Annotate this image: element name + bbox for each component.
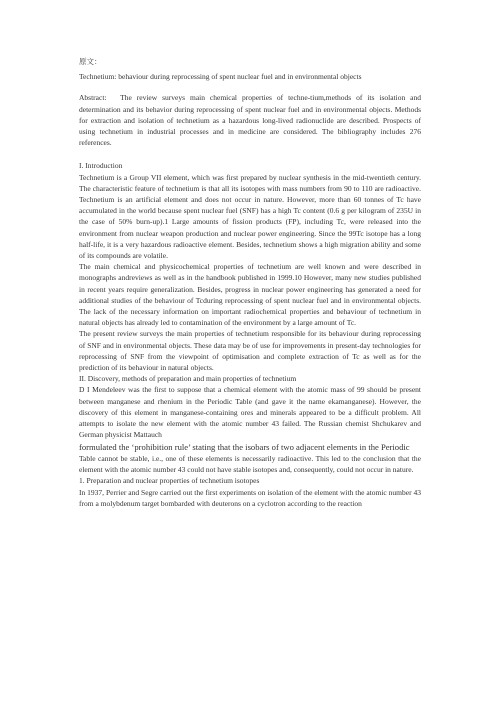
section-heading-discovery: II. Discovery, methods of preparation and main properties of technetium	[79, 374, 297, 384]
body-paragraph: Technetium is a Group VII element, which was first prepared by nuclear synthesis in the mid-twentieth century. The characteristic feature of technetium is that all its isotopes with mass numbers from 90 to 110 are radioactive. Technetium is an artificial element and does not occur in nature. However, more than 60 tonnes of Tc have accumulated in the world because spent nuclear fuel (SNF) has a high Tc content (0.6 g per kilogram of 235U in the case of 50% burn-up).1 Large amounts of fission products (FP), including Tc, were released into the environment from nuclear weapon production and nuclear power engineering. Since the 99Tc isotope has a long half-life, it is a very hazardous radioactive element. Besides, technetium shows a high migration ability and some of its compounds are volatile.	[79, 172, 421, 261]
body-paragraph: D I Mendeleev was the first to suppose that a chemical element with the atomic mass of 99 should be present between manganese and rhenium in the Periodic Table (and gave it the name ekamanganese). However, the discovery of this element in manganese-containing ores and minerals appeared to be a difficult problem. All attempts to isolate the new element with the atomic number 43 failed. The Russian chemist Shchukarev and German physicist Mattauch	[79, 385, 421, 440]
document-content	[79, 56, 421, 509]
document-title: Technetium: behaviour during reprocessing of spent nuclear fuel and in environmental objects	[79, 72, 362, 82]
source-label: 原文：	[79, 57, 102, 66]
body-paragraph: Table cannot be stable, i.e., one of these elements is necessarily radioactive. This led to the conclusion that the element with the atomic number 43 could not have stable isotopes and, consequently, could not occur in nature.	[79, 453, 421, 475]
section-heading-introduction: I. Introduction	[79, 161, 123, 171]
body-paragraph: The main chemical and physicochemical properties of technetium are well known and were described in monographs andreviews as well as in the handbook published in 1999.10 However, many new studies published in recent years require generalization. Besides, progress in nuclear power engineering has generated a need for additional studies of the behaviour of Tcduring reprocessing of spent nuclear fuel and in environmental objects. The lack of the necessary information on important radiochemical properties and behaviour of technetium in natural objects has already led to contamination of the environment by a large amount of Tc.	[79, 262, 421, 328]
abstract-paragraph: Abstract: The review surveys main chemical properties of techne-tium,methods of its isolation and determination and its behavior during reprocessing of spent nuclear fuel and in environmental objects. Methods for extraction and isolation of technetium as a hazardous long-lived radionuclide are described. Prospects of using technetium in industrial processes and in medicine are considered. The bibliography includes 276 references.	[79, 93, 421, 148]
subsection-heading-preparation: 1. Preparation and nuclear properties of technetium isotopes	[79, 476, 260, 486]
body-paragraph: The present review surveys the main properties of technetium responsible for its behaviour during reprocessing of SNF and in environmental objects. These data may be of use for improvements in present-day technologies for reprocessing of SNF from the viewpoint of optimisation and complete extraction of Tc as well as for the prediction of its behaviour in natural objects.	[79, 329, 421, 373]
body-paragraph: In 1937, Perrier and Segre carried out the first experiments on isolation of the element with the atomic number 43 from a molybdenum target bombarded with deuterons on a cyclotron according to the reaction	[79, 487, 421, 508]
body-paragraph-large: formulated the ‘prohibition rule’ stating that the isobars of two adjacent elements in the Periodic	[79, 441, 410, 452]
